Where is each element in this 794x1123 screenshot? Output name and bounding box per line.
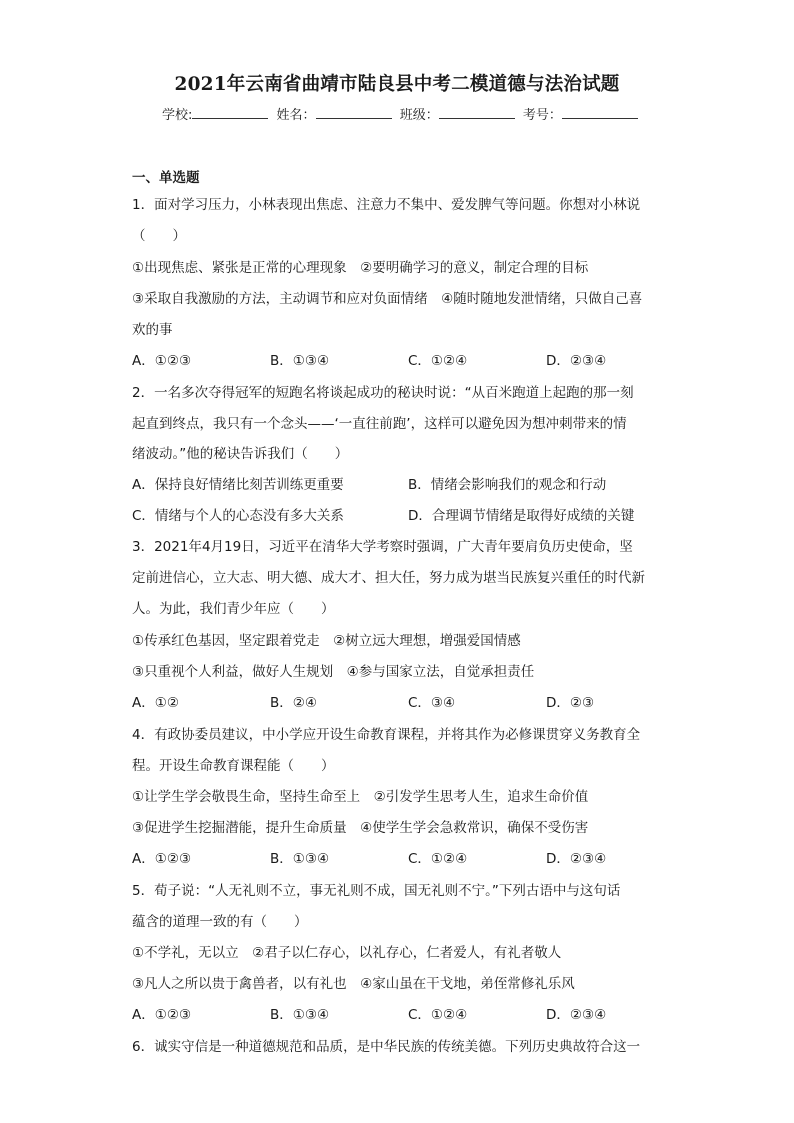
question-3-stem-line-1: 3．2021年4月19日，习近平在清华大学考察时强调，广大青年要肩负历史使命，坚 [132,539,633,555]
student-info-line [162,104,682,123]
name-blank[interactable] [316,106,392,119]
question-3-option-a[interactable]: A．①② [132,695,179,711]
question-1-option-b[interactable]: B．①③④ [270,353,330,369]
question-1-stem-line-2: （ ） [132,228,186,244]
school-blank[interactable] [192,106,268,119]
section-title: 一、单选题 [132,170,200,186]
question-3-stem-line-2: 定前进信心，立大志、明大德、成大才、担大任，努力成为堪当民族复兴重任的时代新 [132,570,645,586]
exam-title: 2021年云南省曲靖市陆良县中考二模道德与法治试题 [174,74,620,95]
question-2-option-a[interactable]: A．保持良好情绪比刻苦训练更重要 [132,477,344,493]
question-2-option-c[interactable]: C．情绪与个人的心态没有多大关系 [132,508,344,524]
name-label: 姓名： [276,108,316,123]
question-1-option-c[interactable]: C．①②④ [408,353,468,369]
question-5-statement-line-2: ③凡人之所以贵于禽兽者，以有礼也 ④家山虽在干戈地，弟侄常修礼乐风 [132,976,575,992]
question-6-stem-line-1: 6．诚实守信是一种道德规范和品质，是中华民族的传统美德。下列历史典故符合这一 [132,1039,641,1055]
question-1-statement-line-3: 欢的事 [132,322,173,338]
question-5-stem-line-2: 蕴含的道理一致的有（ ） [132,914,308,930]
question-1-statement-line-1: ①出现焦虑、紧张是正常的心理现象 ②要明确学习的意义，制定合理的目标 [132,260,589,276]
question-1-option-a[interactable]: A．①②③ [132,353,192,369]
question-5-stem-line-1: 5．荀子说：“人无礼则不立，事无礼则不成，国无礼则不宁。”下列古语中与这句话 [132,883,621,899]
class-label: 班级： [399,108,439,123]
question-4-option-c[interactable]: C．①②④ [408,851,468,867]
question-5-option-d[interactable]: D．②③④ [546,1007,607,1023]
class-blank[interactable] [439,106,515,119]
question-4-option-d[interactable]: D．②③④ [546,851,607,867]
question-4-statement-line-2: ③促进学生挖掘潜能，提升生命质量 ④使学生学会急救常识，确保不受伤害 [132,820,589,836]
question-5-statement-line-1: ①不学礼，无以立 ②君子以仁存心，以礼存心，仁者爱人，有礼者敬人 [132,945,562,961]
question-1-stem-line-1: 1．面对学习压力，小林表现出焦虑、注意力不集中、爱发脾气等问题。你想对小林说 [132,197,641,213]
question-4-option-b[interactable]: B．①③④ [270,851,330,867]
exam-no-blank[interactable] [562,106,638,119]
question-1-option-d[interactable]: D．②③④ [546,353,607,369]
school-label: 学校: [162,108,193,123]
question-3-option-b[interactable]: B．②④ [270,695,317,711]
question-2-option-b[interactable]: B．情绪会影响我们的观念和行动 [408,477,607,493]
question-5-option-a[interactable]: A．①②③ [132,1007,192,1023]
question-2-stem-line-1: 2．一名多次夺得冠军的短跑名将谈起成功的秘诀时说：“从百米跑道上起跑的那一刻 [132,385,634,401]
exam-no-label: 考号： [522,108,562,123]
question-2-option-d[interactable]: D．合理调节情绪是取得好成绩的关键 [408,508,635,524]
question-3-option-c[interactable]: C．③④ [408,695,456,711]
question-4-statement-line-1: ①让学生学会敬畏生命，坚持生命至上 ②引发学生思考人生，追求生命价值 [132,789,589,805]
question-3-option-d[interactable]: D．②③ [546,695,595,711]
question-4-option-a[interactable]: A．①②③ [132,851,192,867]
question-3-stem-line-3: 人。为此，我们青少年应（ ） [132,601,335,617]
question-5-option-c[interactable]: C．①②④ [408,1007,468,1023]
question-3-statement-line-2: ③只重视个人利益，做好人生规划 ④参与国家立法，自觉承担责任 [132,664,535,680]
question-4-stem-line-2: 程。开设生命教育课程能（ ） [132,758,335,774]
question-3-statement-line-1: ①传承红色基因，坚定跟着党走 ②树立远大理想，增强爱国情感 [132,633,521,649]
question-5-option-b[interactable]: B．①③④ [270,1007,330,1023]
question-4-stem-line-1: 4．有政协委员建议，中小学应开设生命教育课程，并将其作为必修课贯穿义务教育全 [132,727,641,743]
question-2-stem-line-3: 绪波动。”他的秘诀告诉我们（ ） [132,446,349,462]
question-1-statement-line-2: ③采取自我激励的方法，主动调节和应对负面情绪 ④随时随地发泄情绪，只做自己喜 [132,291,643,307]
question-2-stem-line-2: 起直到终点，我只有一个念头——‘一直往前跑’，这样可以避免因为想冲刺带来的情 [132,416,627,432]
